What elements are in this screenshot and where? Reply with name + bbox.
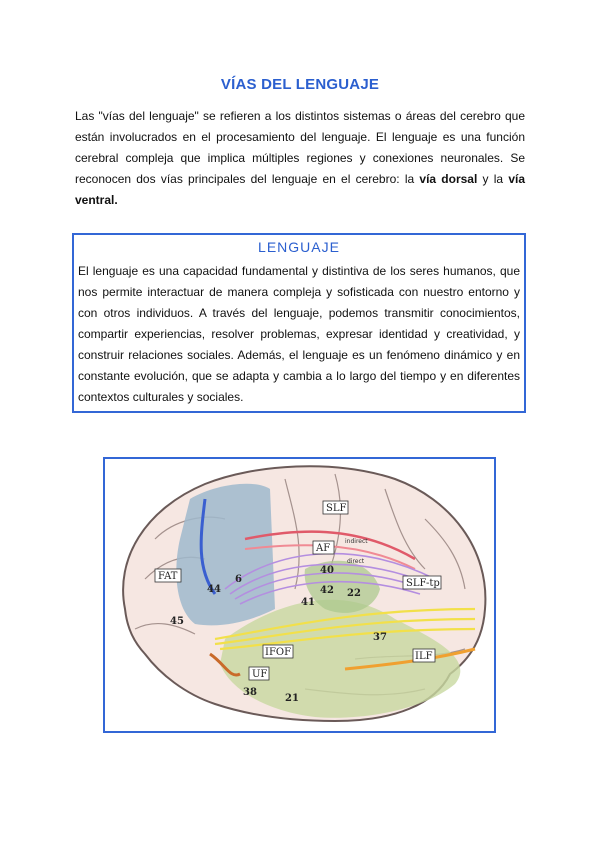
label-ifof: IFOF (265, 647, 292, 658)
intro-bold-dorsal: vía dorsal (419, 172, 478, 186)
area-40: 40 (320, 565, 334, 576)
label-ilf: ILF (415, 651, 433, 662)
label-direct: direct (347, 558, 365, 565)
intro-text-1: Las "vías del lenguaje" se refieren a los distintos sistemas o áreas del cerebro que están involucrados en el procesamiento del lenguaje. El lenguaje es una función cerebral compleja que implica múltiples regiones y conexiones neuronales. Se reconocen dos vías principales del lenguaje en el cerebro: la (75, 109, 525, 186)
brain-illustration (105, 459, 494, 731)
area-6: 6 (235, 574, 242, 585)
frontal-region (176, 484, 275, 626)
box-text: El lenguaje es una capacidad fundamental y distintiva de los seres humanos, que nos permite interactuar de manera compleja y sofisticada con nuestro entorno y con otros individuos. A través del lenguaje, podemos transmitir conocimientos, compartir experiencias, resolver problemas, expresar identidad y creatividad, y construir relaciones sociales. Además, el lenguaje es un fenómeno dinámico y en constante evolución, que se adapta y cambia a lo largo del tiempo y en diferentes contextos culturales y sociales. (78, 264, 520, 404)
area-22: 22 (347, 588, 361, 599)
area-45: 45 (170, 616, 184, 627)
area-21: 21 (285, 693, 299, 704)
area-42: 42 (320, 585, 334, 596)
page-title: VÍAS DEL LENGUAJE (220, 76, 380, 93)
label-uf: UF (252, 669, 268, 680)
area-41: 41 (301, 597, 315, 608)
intro-text-2: y la (477, 172, 509, 186)
brain-figure (103, 457, 496, 733)
label-af: AF (316, 543, 331, 554)
box-title: LENGUAJE (258, 239, 340, 255)
area-38: 38 (243, 687, 257, 698)
area-37: 37 (373, 632, 387, 643)
label-slf-tp: SLF-tp (406, 578, 440, 589)
label-indirect: indirect (345, 538, 368, 545)
area-44: 44 (207, 584, 221, 595)
lenguaje-box (72, 233, 526, 413)
intro-bold-ventral: vía ventral. (75, 172, 525, 207)
label-slf: SLF (326, 503, 347, 514)
label-fat: FAT (158, 571, 178, 582)
intro-paragraph (75, 106, 525, 211)
